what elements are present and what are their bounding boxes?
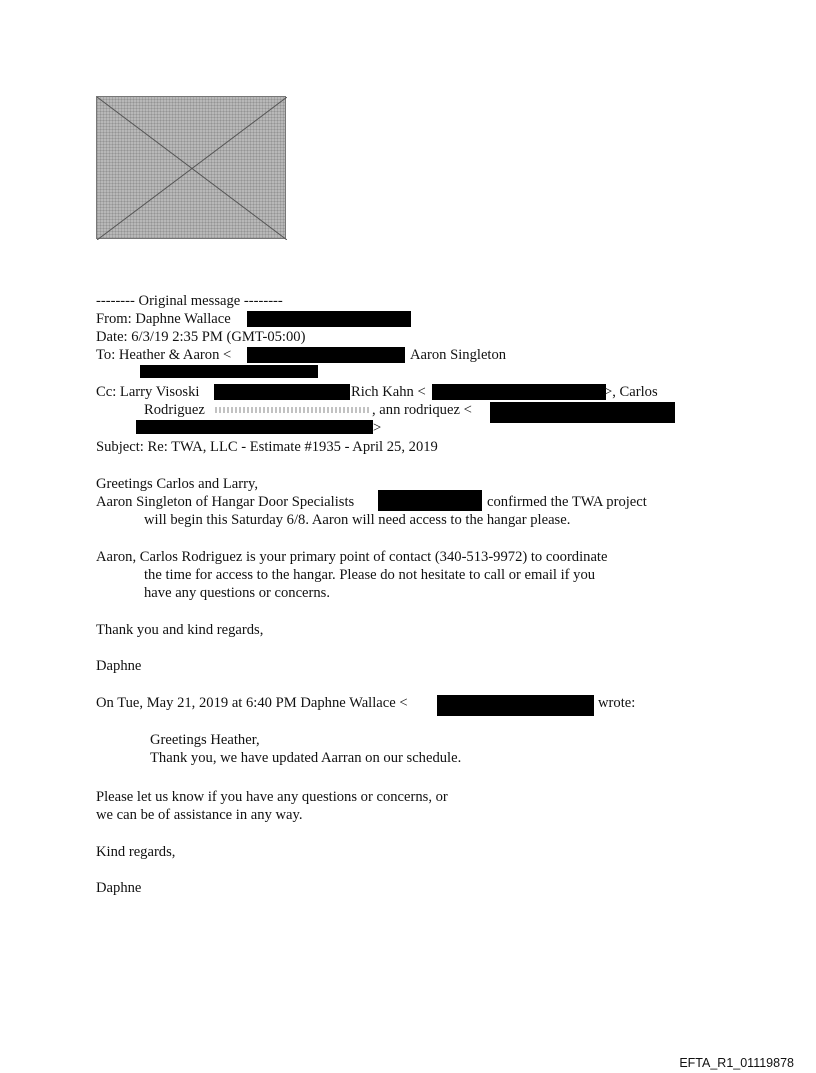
to-line: To: Heather & Aaron < — [96, 347, 232, 363]
cc-ann: , ann rodriquez < — [372, 402, 472, 418]
broken-image-icon — [97, 97, 287, 240]
redaction-bar — [247, 347, 405, 363]
faded-redacted-text — [215, 407, 369, 413]
body-p2-line1: Aaron, Carlos Rodriguez is your primary point of contact (340-513-9972) to coordinate — [96, 549, 608, 565]
cc-end: > — [373, 420, 382, 436]
quoted-intro: On Tue, May 21, 2019 at 6:40 PM Daphne Wallace < — [96, 695, 408, 711]
body-p2-line2: the time for access to the hangar. Please do not hesitate to call or email if you — [144, 567, 596, 583]
redaction-bar — [214, 384, 350, 400]
body-p1-line2: will begin this Saturday 6/8. Aaron will need access to the hangar please. — [144, 512, 571, 528]
to-recipient: Aaron Singleton — [410, 347, 507, 363]
redaction-bar — [378, 490, 482, 511]
body-p1-line1a: Aaron Singleton of Hangar Door Specialists — [96, 494, 355, 510]
original-message-divider: -------- Original message -------- — [96, 293, 283, 309]
quoted-p1: Please let us know if you have any questions or concerns, or — [96, 789, 448, 805]
cc-carlos: >, Carlos — [604, 384, 658, 400]
missing-image-placeholder — [96, 96, 286, 239]
document-id: EFTA_R1_01119878 — [679, 1056, 794, 1070]
redaction-bar — [247, 311, 411, 327]
redaction-bar — [437, 695, 594, 716]
quoted-regards: Kind regards, — [96, 844, 176, 860]
cc-rodriguez: Rodriguez — [144, 402, 205, 418]
body-thanks: Thank you and kind regards, — [96, 622, 264, 638]
quoted-intro-wrote: wrote: — [598, 695, 636, 711]
cc-line: Cc: Larry Visoski — [96, 384, 200, 400]
body-p1-line1b: confirmed the TWA project — [487, 494, 647, 510]
redaction-bar — [140, 365, 318, 378]
from-line: From: Daphne Wallace — [96, 311, 231, 327]
quoted-line: Thank you, we have updated Aarran on our schedule. — [150, 750, 462, 766]
body-greeting: Greetings Carlos and Larry, — [96, 476, 258, 492]
body-p2-line3: have any questions or concerns. — [144, 585, 331, 601]
quoted-greeting: Greetings Heather, — [150, 732, 260, 748]
quoted-p2: we can be of assistance in any way. — [96, 807, 303, 823]
redaction-bar — [490, 402, 675, 423]
date-line: Date: 6/3/19 2:35 PM (GMT-05:00) — [96, 329, 306, 345]
cc-rich: Rich Kahn < — [351, 384, 426, 400]
quoted-signature: Daphne — [96, 880, 142, 896]
redaction-bar — [432, 384, 606, 400]
body-signature: Daphne — [96, 658, 142, 674]
subject-line: Subject: Re: TWA, LLC - Estimate #1935 - April 25, 2019 — [96, 439, 438, 455]
redaction-bar — [136, 420, 373, 434]
